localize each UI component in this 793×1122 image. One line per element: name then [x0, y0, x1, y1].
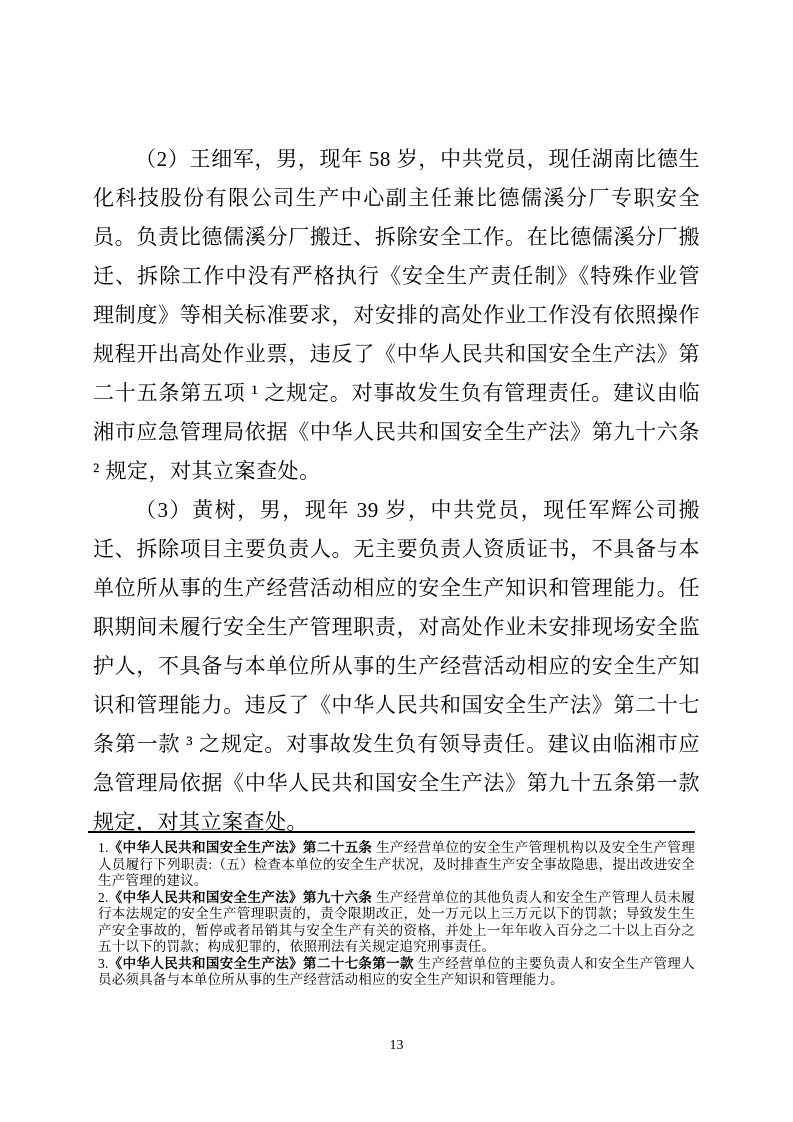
footnote-1-number: 1. — [98, 840, 109, 855]
footnote-3 — [88, 956, 695, 989]
body-paragraph-wang-xijun: （2）王细军，男，现年 58 岁，中共党员，现任湖南比德生化科技股份有限公司生产中心副主任兼比德儒溪分厂专职安全员。负责比德儒溪分厂搬迁、拆除安全工作。在比德儒溪分厂搬迁、拆除工作中没有严格执行《安全生产责任制》《特殊作业管理制度》等相关标准要求，对安排的高处作业工作没有依照操作规程开出高处作业票，违反了《中华人民共和国安全生产法》第二十五条第五项 ¹ 之规定。对事故发生负有管理责任。建议由临湘市应急管理局依据《中华人民共和国安全生产法》第九十六条 ² 规定，对其立案查处。 — [93, 147, 700, 483]
footnotes-section — [88, 831, 695, 989]
footnote-separator-line — [88, 831, 695, 833]
footnote-2-number: 2. — [98, 889, 109, 905]
body-paragraph-huang-shu: （3）黄树，男，现年 39 岁，中共党员，现任军辉公司搬迁、拆除项目主要负责人。无主要负责人资质证书，不具备与本单位所从事的生产经营活动相应的安全生产知识和管理能力。任职期间未履行安全生产管理职责，对高处作业未安排现场安全监护人，不具备与本单位所从事的生产经营活动相应的安全生产知识和管理能力。违反了《中华人民共和国安全生产法》第二十七条第一款 ³ 之规定。对事故发生负有领导责任。建议由临湘市应急管理局依据《中华人民共和国安全生产法》第九十五条第一款规定，对其立案查处。 — [93, 498, 700, 834]
footnote-1-text: 生产经营单位的安全生产管理机构以及安全生产管理人员履行下列职责:（五）检查本单位的安全生产状况，及时排查生产安全事故隐患，提出改进安全生产管理的建议。 — [98, 840, 695, 888]
footnote-1 — [88, 840, 695, 890]
footnote-3-citation: 《中华人民共和国安全生产法》第二十七条第一款 — [108, 955, 414, 971]
footnote-3-number: 3. — [98, 955, 109, 971]
footnote-3-text: 生产经营单位的主要负责人和安全生产管理人员必须具备与本单位所从事的生产经营活动相应的安全生产知识和管理能力。 — [98, 955, 695, 987]
footnote-2-text: 生产经营单位的其他负责人和安全生产管理人员未履行本法规定的安全生产管理职责的，责令限期改正，处一万元以上三万元以下的罚款；导致发生生产安全事故的，暂停或者吊销其与安全生产有关的资格，并处上一年年收入百分之二十以上百分之五十以下的罚款；构成犯罪的，依照刑法有关规定追究刑事责任。 — [98, 889, 695, 954]
footnote-2-citation: 《中华人民共和国安全生产法》第九十六条 — [108, 889, 373, 905]
document-body — [93, 140, 700, 842]
footnote-2 — [88, 890, 695, 956]
footnote-1-citation: 《中华人民共和国安全生产法》第二十五条 — [108, 840, 373, 855]
page-number: 13 — [389, 1038, 404, 1053]
